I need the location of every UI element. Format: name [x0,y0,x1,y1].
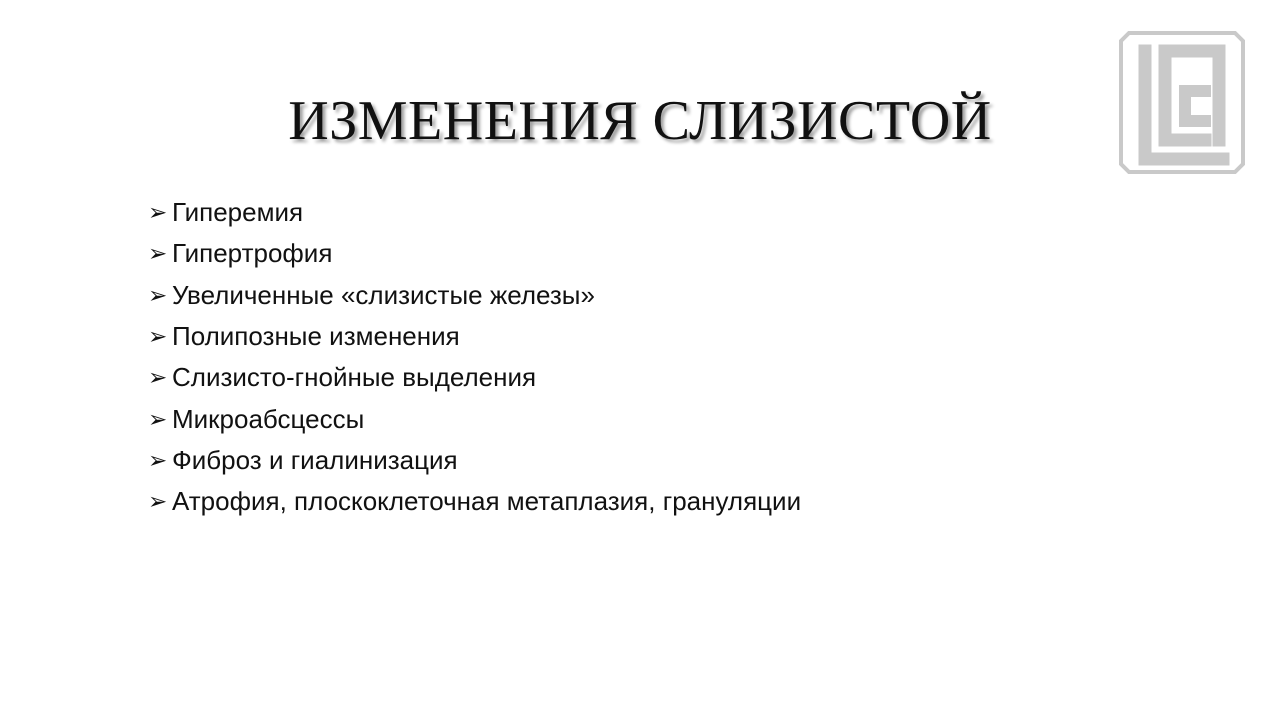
list-item [148,233,801,274]
arrow-right-icon: ➢ [148,281,168,308]
arrow-right-icon: ➢ [148,405,168,432]
list-item-label: Фиброз и гиалинизация [172,444,458,475]
bullet-list [148,192,801,522]
arrow-right-icon: ➢ [148,240,168,267]
list-item-label: Микроабсцессы [172,403,365,434]
list-item [148,398,801,439]
arrow-right-icon: ➢ [148,199,168,226]
slide-title: ИЗМЕНЕНИЯ СЛИЗИСТОЙ [288,90,992,152]
arrow-right-icon: ➢ [148,446,168,473]
list-item [148,357,801,398]
list-item-label: Полипозные изменения [172,321,460,352]
list-item-label: Атрофия, плоскоклеточная метаплазия, грануляции [172,486,802,517]
maze-logo-icon [1119,31,1245,174]
arrow-right-icon: ➢ [148,488,168,515]
list-item-label: Гипертрофия [172,238,333,269]
list-item-label: Гиперемия [172,197,304,228]
list-item [148,316,801,357]
arrow-right-icon: ➢ [148,323,168,350]
list-item [148,481,801,522]
list-item [148,440,801,481]
arrow-right-icon: ➢ [148,364,168,391]
list-item [148,275,801,316]
list-item [148,192,801,233]
list-item-label: Слизисто-гнойные выделения [172,362,537,393]
list-item-label: Увеличенные «слизистые железы» [172,279,595,310]
